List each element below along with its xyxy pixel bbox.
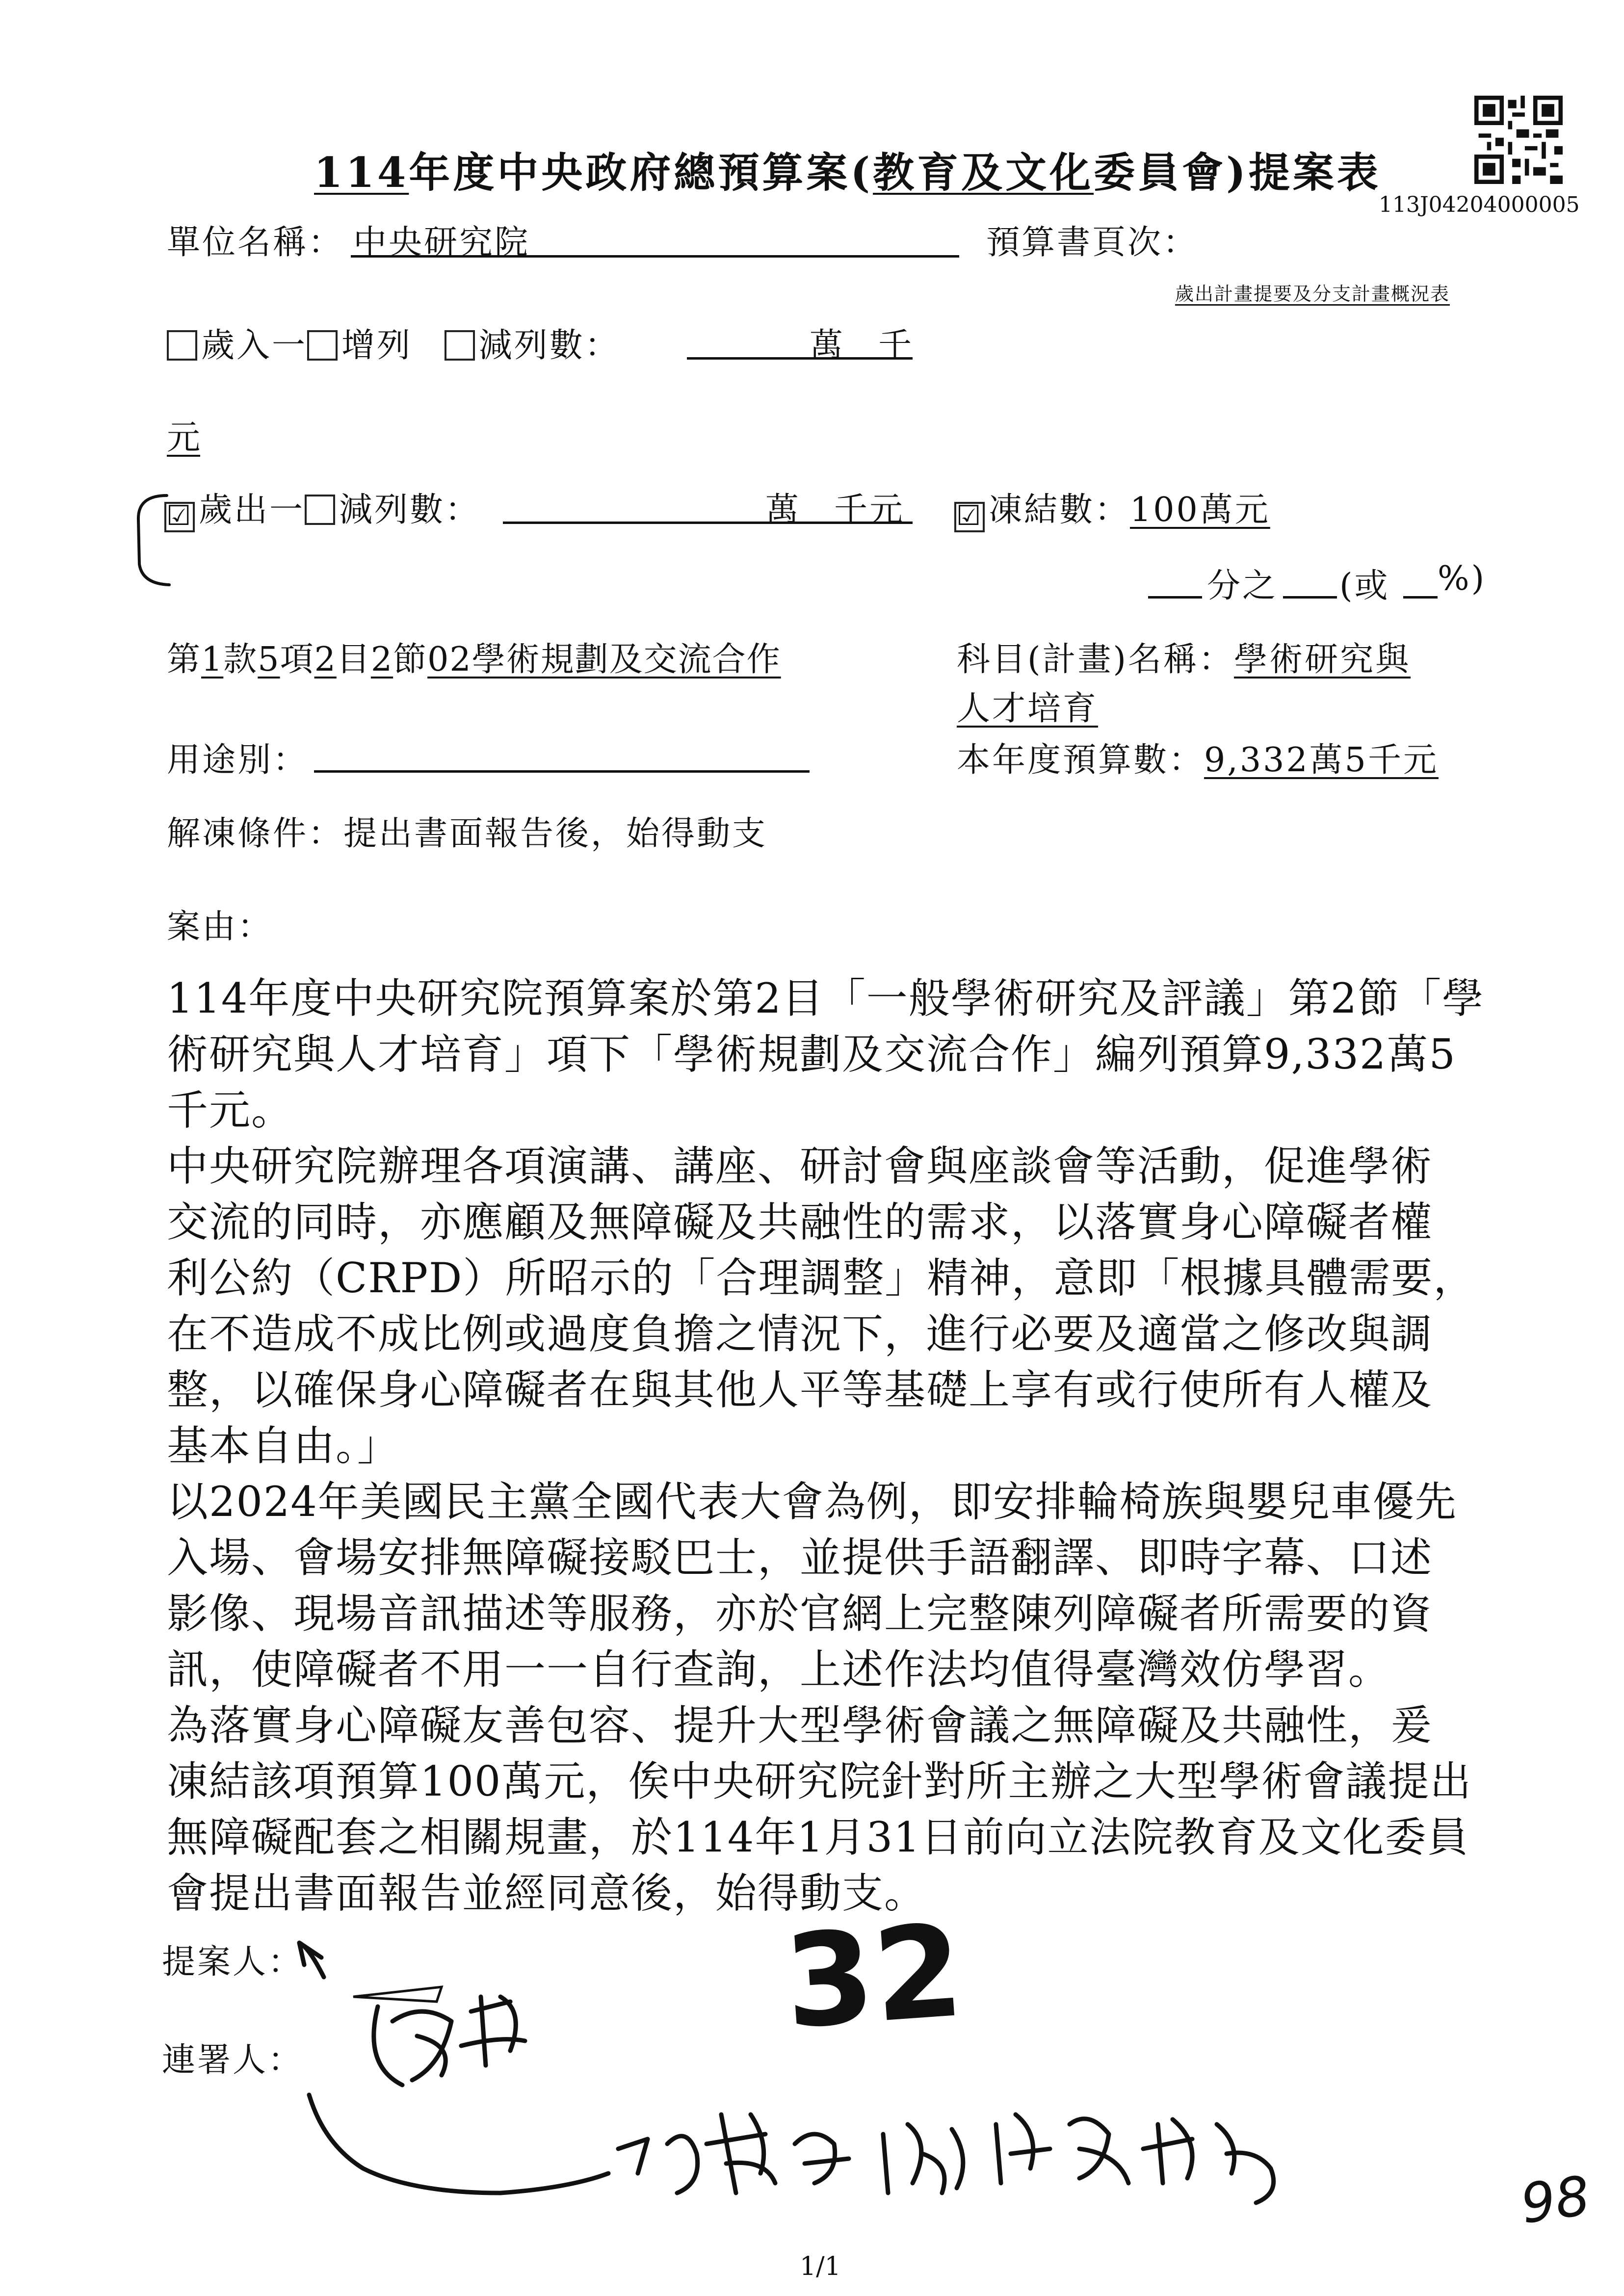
freeze-checkbox[interactable]: ☑ xyxy=(954,502,985,532)
subject-value-line1: 學術研究與 xyxy=(1234,640,1411,679)
subject-label: 科目(計畫)名稱： xyxy=(957,640,1234,679)
revenue-decrease-checkbox[interactable] xyxy=(445,330,475,361)
reason-line: 無障礙配套之相關規畫，於114年1月31日前向立法院教育及文化委員 xyxy=(167,1813,1469,1861)
reason-line: 中央研究院辦理各項演講、講座、研討會與座談會等活動，促進學術 xyxy=(167,1142,1433,1190)
revenue-checkbox[interactable] xyxy=(167,330,197,361)
fraction-percent: %) xyxy=(1438,559,1487,598)
revenue-label: 歲入一 xyxy=(201,326,308,365)
increase-label: 增列 xyxy=(341,326,413,365)
item-prefix: 第 xyxy=(167,640,202,679)
unfreeze-conditions: 解凍條件：提出書面報告後，始得動支 xyxy=(167,814,768,853)
proposer-label: 提案人： xyxy=(162,1943,304,1982)
page-number: 1/1 xyxy=(800,2252,841,2281)
qr-code xyxy=(1474,96,1563,184)
fraction-fen-zhi: 分之 xyxy=(1207,567,1278,605)
unit-name-label: 單位名稱： xyxy=(167,223,344,262)
budget-value: 9,332萬5千元 xyxy=(1204,741,1439,780)
reason-line: 利公約（CRPD）所昭示的「合理調整」精神，意即「根據具體需要， xyxy=(167,1254,1476,1302)
title-year: 114 xyxy=(314,148,409,197)
item-xiang: 5 xyxy=(258,640,280,679)
handwritten-signatures xyxy=(294,1938,1511,2213)
budget-label: 本年度預算數： xyxy=(957,741,1205,780)
form-reference: 歲出計畫提要及分支計畫概況表 xyxy=(1175,283,1450,305)
title-part1: 年度中央政府總預算案( xyxy=(409,148,873,197)
budget-row xyxy=(957,733,1439,781)
revenue-qian: 千 xyxy=(878,326,914,365)
usage-underline xyxy=(314,770,810,773)
fraction-or: (或 xyxy=(1339,567,1390,605)
freeze-label: 凍結數： xyxy=(989,491,1130,529)
document-code: 113J04204000005 xyxy=(1379,192,1580,217)
fraction-blank-1 xyxy=(1148,596,1202,599)
title-committee: 教育及文化 xyxy=(873,148,1094,197)
reason-line: 114年度中央研究院預算案於第2目「一般學術研究及評議」第2節「學 xyxy=(167,974,1485,1022)
reason-body xyxy=(167,970,1484,1921)
item-mu-label: 目 xyxy=(336,640,371,679)
reason-line: 入場、會場安排無障礙接駁巴士，並提供手語翻譯、即時字幕、口述 xyxy=(167,1534,1433,1582)
expenditure-row xyxy=(164,483,480,532)
reason-line: 整，以確保身心障礙者在與其他人平等基礎上享有或行使所有人權及 xyxy=(167,1366,1433,1414)
reason-line: 為落實身心障礙友善包容、提升大型學術會議之無障礙及共融性，爰 xyxy=(167,1701,1433,1749)
expenditure-decrease-label: 減列數： xyxy=(339,491,481,529)
freeze-row xyxy=(954,483,1270,532)
freeze-value: 100萬元 xyxy=(1130,491,1270,529)
revenue-yuan: 元 xyxy=(167,418,201,457)
title-part2: 委員會)提案表 xyxy=(1094,148,1381,197)
item-kuan-label: 款 xyxy=(223,640,258,679)
reason-line: 術研究與人才培育」項下「學術規劃及交流合作」編列預算9,332萬5 xyxy=(167,1030,1456,1078)
reason-line: 影像、現場音訊描述等服務，亦於官網上完整陳列障礙者所需要的資 xyxy=(167,1590,1433,1638)
subject-row xyxy=(957,633,1411,680)
increase-checkbox[interactable] xyxy=(307,330,338,361)
expenditure-wan: 萬 xyxy=(765,491,801,529)
fraction-blank-2 xyxy=(1283,596,1337,599)
expenditure-checkbox[interactable]: ☑ xyxy=(164,502,195,532)
budget-page-label: 預算書頁次： xyxy=(986,223,1199,262)
item-name: 02學術規劃及交流合作 xyxy=(427,640,781,679)
reason-line: 在不造成不成比例或過度負擔之情況下，進行必要及適當之修改與調 xyxy=(167,1310,1433,1358)
expenditure-decrease-checkbox[interactable] xyxy=(305,495,335,525)
reason-line: 以2024年美國民主黨全國代表大會為例，即安排輪椅族與嬰兒車優先 xyxy=(167,1478,1457,1526)
reason-line: 會提出書面報告並經同意後，始得動支。 xyxy=(167,1869,927,1917)
expenditure-label: 歲出一 xyxy=(199,491,305,529)
revenue-amount-underline xyxy=(687,357,913,360)
reason-line: 基本自由。」 xyxy=(167,1422,400,1470)
revenue-decrease-label: 減列數： xyxy=(478,326,620,365)
item-mu: 2 xyxy=(314,640,337,679)
expenditure-qian-yuan: 千元 xyxy=(834,491,905,529)
reason-line: 交流的同時，亦應顧及無障礙及共融性的需求，以落實身心障礙者權 xyxy=(167,1198,1433,1246)
subject-value-line2: 人才培育 xyxy=(957,689,1099,728)
item-jie-label: 節 xyxy=(393,640,428,679)
item-xiang-label: 項 xyxy=(280,640,314,679)
fraction-blank-3 xyxy=(1403,596,1438,599)
revenue-row xyxy=(167,319,620,366)
budget-item xyxy=(167,633,781,680)
reason-line: 凍結該項預算100萬元，俟中央研究院針對所主辦之大型學術會議提出 xyxy=(167,1757,1472,1805)
usage-label: 用途別： xyxy=(167,741,309,780)
reason-line: 千元。 xyxy=(167,1086,294,1134)
item-kuan: 1 xyxy=(201,640,224,679)
unit-name-value: 中央研究院 xyxy=(353,223,530,262)
unit-name-underline xyxy=(351,255,959,258)
handwritten-number: 32 xyxy=(780,1897,968,2058)
cosigner-label: 連署人： xyxy=(162,2041,304,2080)
page-title xyxy=(314,140,1381,199)
revenue-wan: 萬 xyxy=(810,326,845,365)
item-jie: 2 xyxy=(370,640,393,679)
reason-line: 訊，使障礙者不用一一自行查詢，上述作法均值得臺灣效仿學習。 xyxy=(167,1645,1391,1694)
handwritten-page-note: 98 xyxy=(1517,2164,1594,2236)
reason-label: 案由： xyxy=(167,908,273,946)
